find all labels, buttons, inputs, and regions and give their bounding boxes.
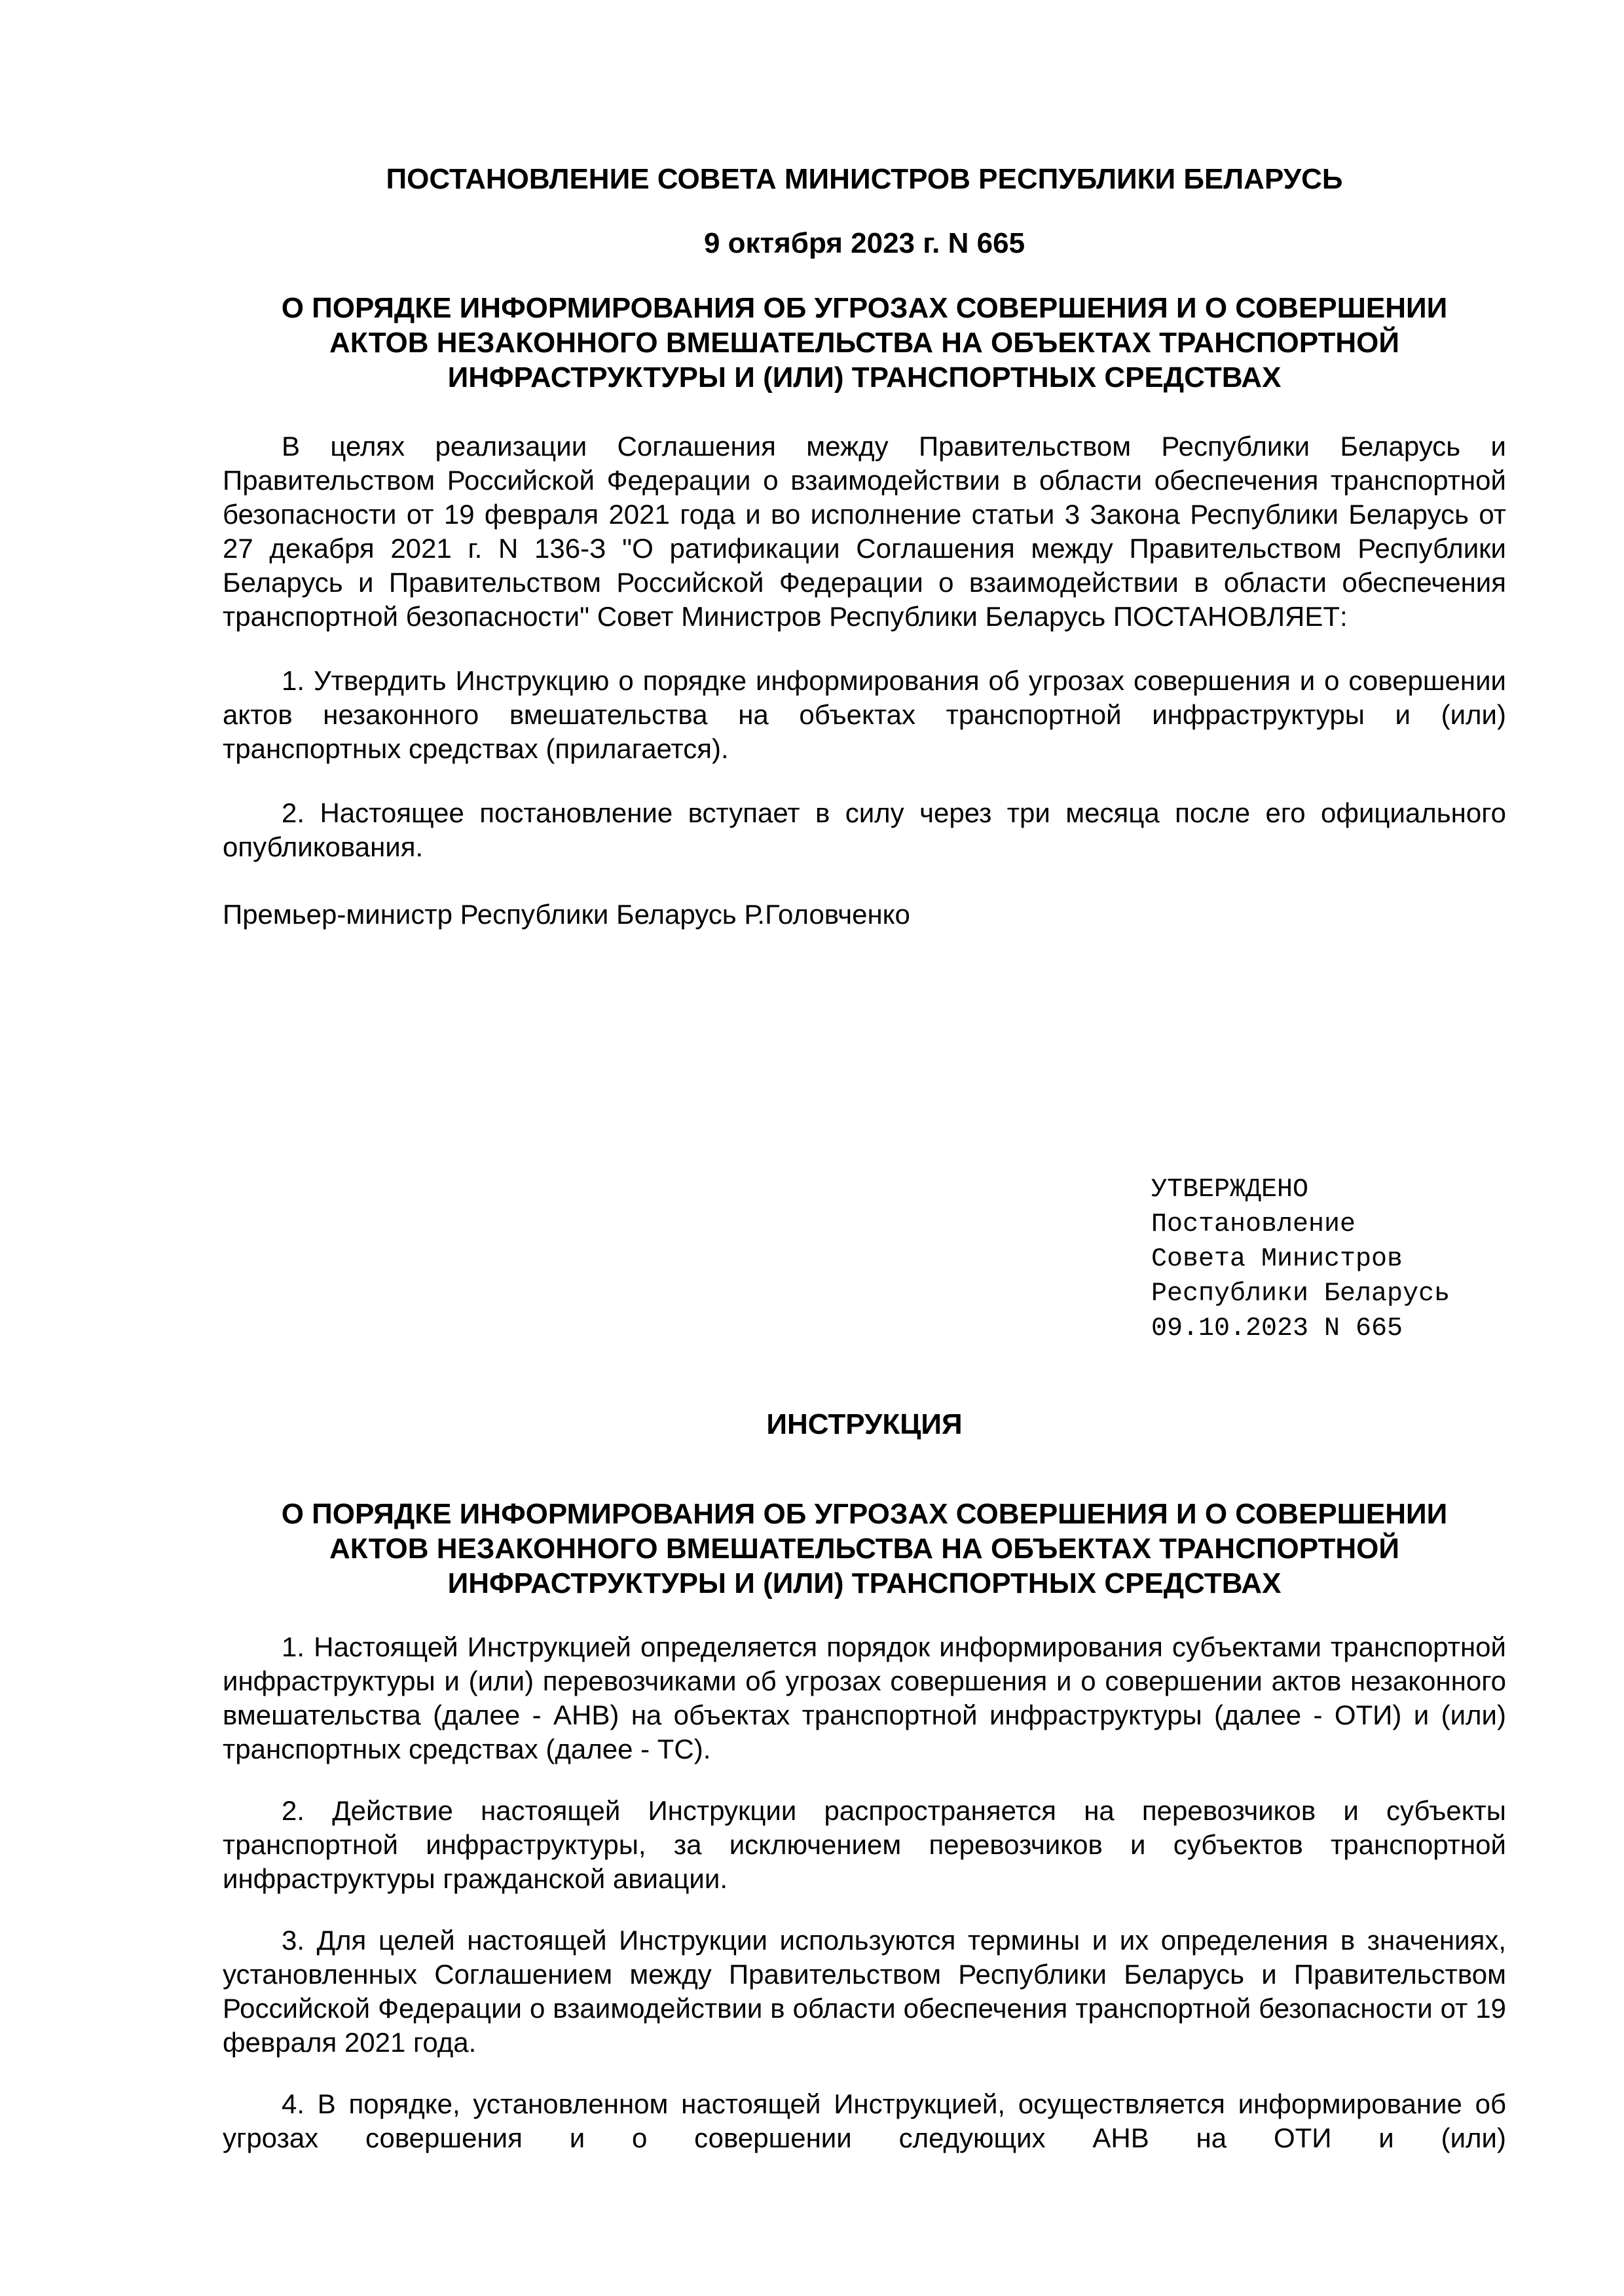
signature-line: Премьер-министр Республики Беларусь Р.Головченко [223,899,910,930]
instruction-subject-heading [223,1497,1506,1601]
instruction-point-2: 2. Действие настоящей Инструкции распространяется на перевозчиков и субъекты транспортной инфраструктуры, за исключением перевозчиков и субъектов транспортной инфраструктуры гражданской авиации. [223,1795,1506,1894]
instruction-point-3: 3. Для целей настоящей Инструкции используются термины и их определения в значениях, установленных Соглашением между Правительством Республики Беларусь и Правительством Российской Федерации о взаимодействии в области обеспечения транспортной безопасности от 19 февраля 2021 года. [223,1925,1506,2058]
resolution-subject-line: ИНФРАСТРУКТУРЫ И (ИЛИ) ТРАНСПОРТНЫХ СРЕДСТВАХ [447,361,1282,393]
instruction-subject-line: О ПОРЯДКЕ ИНФОРМИРОВАНИЯ ОБ УГРОЗАХ СОВЕРШЕНИЯ И О СОВЕРШЕНИИ [281,1498,1448,1530]
approval-stamp-line: Совета Министров [1151,1245,1403,1274]
approval-stamp-line: Республики Беларусь [1151,1279,1450,1309]
resolution-title: ПОСТАНОВЛЕНИЕ СОВЕТА МИНИСТРОВ РЕСПУБЛИКИ БЕЛАРУСЬ [386,163,1343,195]
instruction-point-1: 1. Настоящей Инструкцией определяется порядок информирования субъектами транспортной инфраструктуры и (или) перевозчиками об угрозах совершения и о совершении актов незаконного вмешательства (далее - АНВ) на объектах транспортной инфраструктуры (далее - ОТИ) и (или) транспортных средствах (далее - ТС). [223,1631,1506,1764]
resolution-subject-heading [223,291,1506,395]
instruction-point-4: 4. В порядке, установленном настоящей Инструкцией, осуществляется информирование об угрозах совершения и о совершении следующих АНВ на ОТИ и (или) [223,2088,1506,2153]
resolution-subject-line: О ПОРЯДКЕ ИНФОРМИРОВАНИЯ ОБ УГРОЗАХ СОВЕРШЕНИЯ И О СОВЕРШЕНИИ [281,292,1448,324]
instruction-subject-line: ИНФРАСТРУКТУРЫ И (ИЛИ) ТРАНСПОРТНЫХ СРЕДСТВАХ [447,1567,1282,1599]
approval-stamp [223,1173,1506,1346]
instruction-title: ИНСТРУКЦИЯ [766,1408,963,1440]
approval-stamp-line: УТВЕРЖДЕНО [1151,1175,1309,1205]
approval-stamp-line: 09.10.2023 N 665 [1151,1314,1403,1343]
instruction-subject-line: АКТОВ НЕЗАКОННОГО ВМЕШАТЕЛЬСТВА НА ОБЪЕКТАХ ТРАНСПОРТНОЙ [329,1533,1399,1565]
resolution-point-1: 1. Утвердить Инструкцию о порядке информирования об угрозах совершения и о совершении актов незаконного вмешательства на объектах транспортной инфраструктуры и (или) транспортных средствах (прилагается). [223,665,1506,764]
resolution-subject-line: АКТОВ НЕЗАКОННОГО ВМЕШАТЕЛЬСТВА НА ОБЪЕКТАХ ТРАНСПОРТНОЙ [329,327,1399,359]
resolution-point-2: 2. Настоящее постановление вступает в силу через три месяца после его официального опубликования. [223,797,1506,862]
resolution-preamble: В целях реализации Соглашения между Правительством Республики Беларусь и Правительством Российской Федерации о взаимодействии в области обеспечения транспортной безопасности от 19 февраля 2021 года и во исполнение статьи 3 Закона Республики Беларусь от 27 декабря 2021 г. N 136-З "О ратификации Соглашения между Правительством Республики Беларусь и Правительством Российской Федерации о взаимодействии в области обеспечения транспортной безопасности" Совет Министров Республики Беларусь ПОСТАНОВЛЯЕТ: [223,431,1506,632]
approval-stamp-line: Постановление [1151,1210,1356,1239]
resolution-date-line: 9 октября 2023 г. N 665 [703,227,1025,259]
